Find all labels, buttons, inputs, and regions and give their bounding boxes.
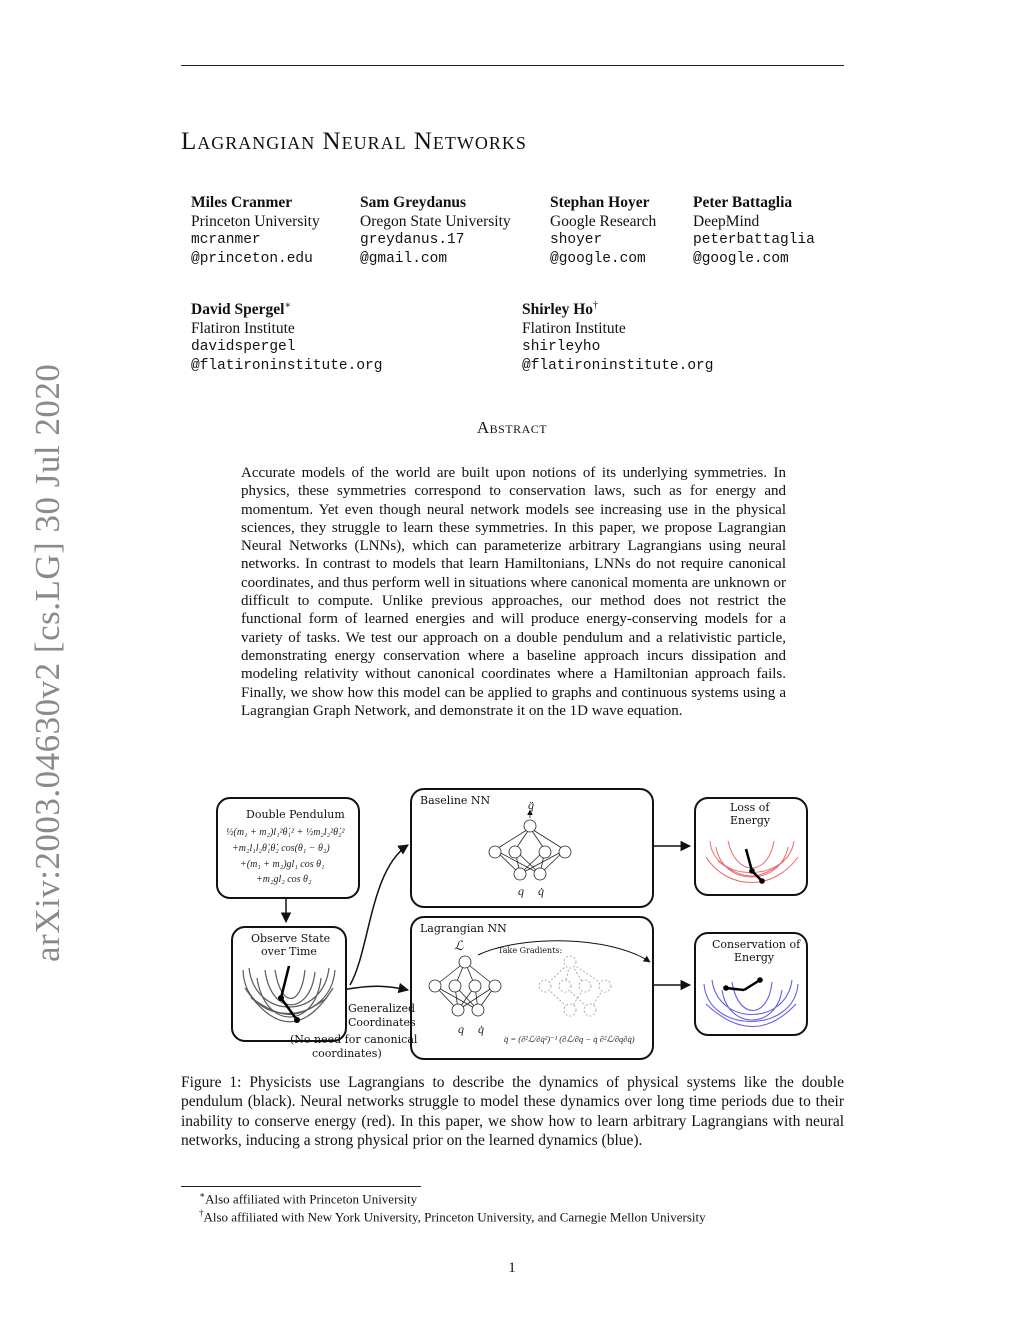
equation-line: ½(m₁ + m₂)l₁²θ̇₁² + ½m₂l₂²θ̇₂² xyxy=(226,827,345,838)
arxiv-sidebar-stamp[interactable]: arXiv:2003.04630v2 [cs.LG] 30 Jul 2020 xyxy=(28,363,67,962)
author-affiliation: Flatiron Institute xyxy=(191,319,295,337)
coordinates-label: Coordinates xyxy=(348,1016,416,1029)
author-affiliation: DeepMind xyxy=(693,212,760,230)
qddot-label: q̈ xyxy=(528,798,534,812)
no-need-label: (No need for canonical xyxy=(290,1033,418,1046)
page-number: 1 xyxy=(508,1260,516,1276)
footnote-text: Also affiliated with New York University, Princeton University, and Carnegie Mellon University xyxy=(203,1209,706,1225)
author-name: Shirley Ho xyxy=(522,301,594,319)
author-email-domain[interactable]: @google.com xyxy=(550,250,646,267)
conservation-label: Energy xyxy=(734,951,775,964)
footnote-mark: † xyxy=(199,1208,204,1218)
abstract-heading: Abstract xyxy=(476,418,548,437)
paper-title: Lagrangian Neural Networks xyxy=(181,128,527,155)
author-email[interactable]: shirleyho xyxy=(522,339,601,356)
take-gradients-label: Take Gradients: xyxy=(498,946,563,955)
author-email[interactable]: davidspergel xyxy=(191,339,296,356)
footnote-mark: ∗ xyxy=(199,1190,206,1200)
author-email-domain[interactable]: @gmail.com xyxy=(360,250,448,267)
update-equation: q̈ = (∂²ℒ/∂q̇²)⁻¹ (∂ℒ/∂q − q̇ ∂²ℒ/∂q∂q̇) xyxy=(504,1034,635,1044)
author-email[interactable]: shoyer xyxy=(550,232,603,248)
double-pendulum-title: Double Pendulum xyxy=(246,808,345,821)
footnote-rule xyxy=(181,1186,421,1187)
q-label: q xyxy=(518,884,524,898)
pendulum-trajectory-blue xyxy=(698,968,804,1034)
q-label: q xyxy=(458,1022,464,1036)
author-email[interactable]: greydanus.17 xyxy=(360,232,465,248)
author-email-domain[interactable]: @google.com xyxy=(693,250,789,267)
footnote-2 xyxy=(199,1208,706,1225)
footnote-1 xyxy=(199,1190,417,1207)
author-email-domain[interactable]: @flatironinstitute.org xyxy=(191,357,383,374)
figure-caption: Figure 1: Physicists use Lagrangians to describe the dynamics of physical systems like the double pendulum (black). Neural networks struggle to model these dynamics over long time periods due to their inability to conserve energy (red). In this paper, we show how to learn arbitrary Lagrangians with neural networks, inducing a strong physical prior on the learned dynamics (blue). xyxy=(181,1074,844,1149)
author-name: Stephan Hoyer xyxy=(550,194,650,211)
no-need-label: coordinates) xyxy=(312,1047,382,1060)
author-affiliation: Princeton University xyxy=(191,212,320,230)
author-email[interactable]: peterbattaglia xyxy=(693,232,815,248)
footnote-text: Also affiliated with Princeton University xyxy=(205,1191,418,1207)
equation-line: +(m₁ + m₂)gl₁ cos θ₁ xyxy=(240,859,325,870)
qdot-label: q̇ xyxy=(478,1022,484,1036)
conservation-label: Conservation of xyxy=(712,938,801,951)
author-name: Peter Battaglia xyxy=(693,194,793,211)
author-email-domain[interactable]: @flatironinstitute.org xyxy=(522,357,714,374)
abstract-text: Accurate models of the world are built upon notions of its underlying symmetries. In physics, these symmetries correspond to conservation laws, such as for energy and momentum. Yet even though neural network models see increasing use in the physical sciences, they struggle to learn these symmetries. In this paper, we propose Lagrangian Neural Networks (LNNs), which can parameterize arbitrary Lagrangians using neural networks. In contrast to models that learn Hamiltonians, LNNs do not require canonical coordinates, and thus perform well in situations where canonical momenta are unknown or difficult to compute. Unlike previous approaches, our method does not restrict the functional form of learned energies and will produce energy-conserving models for a variety of tasks. We test our approach on a double pendulum and a relativistic particle, demonstrating energy conservation where a baseline approach incurs dissipation and modeling relativity without canonical coordinates where a Hamiltonian approach fails. Finally, we show how this model can be applied to graphs and continuous systems using a Lagrangian Graph Network, and demonstrate it on the 1D wave equation. xyxy=(241,465,786,719)
observe-label: Observe State xyxy=(251,932,331,945)
observe-label: over Time xyxy=(261,945,317,958)
author-email-domain[interactable]: @princeton.edu xyxy=(191,250,313,267)
observe-state-box xyxy=(231,926,347,1042)
arrow-to-lagrangian xyxy=(342,986,408,990)
lagrangian-label: Lagrangian NN xyxy=(420,922,507,935)
double-pendulum-box xyxy=(216,797,360,899)
author-name: David Spergel xyxy=(191,301,285,319)
baseline-label: Baseline NN xyxy=(420,794,491,807)
equation-line: +m₂l₁l₂θ̇₁θ̇₂ cos(θ₁ − θ₂) xyxy=(232,843,330,854)
lagrangian-nn-box xyxy=(410,916,654,1060)
author-email[interactable]: mcranmer xyxy=(191,232,261,248)
loss-of-energy-box xyxy=(694,797,808,896)
conservation-of-energy-box xyxy=(694,932,808,1036)
author-name: Sam Greydanus xyxy=(360,194,467,211)
baseline-nn-box xyxy=(410,788,654,908)
generalized-label: Generalized xyxy=(348,1002,416,1015)
footnote-mark[interactable]: † xyxy=(593,300,599,311)
pendulum-trajectory-red xyxy=(698,831,804,891)
author-affiliation: Flatiron Institute xyxy=(522,319,626,337)
loss-label: Loss of xyxy=(730,801,770,814)
pendulum-trajectory-black xyxy=(235,958,343,1038)
qdot-label: q̇ xyxy=(538,884,544,898)
footnote-mark[interactable]: ∗ xyxy=(284,300,292,311)
author-affiliation: Oregon State University xyxy=(360,212,511,230)
author-name: Miles Cranmer xyxy=(191,194,293,211)
L-label: ℒ xyxy=(454,938,464,953)
author-affiliation: Google Research xyxy=(550,212,657,230)
equation-line: +m₂gl₂ cos θ₂ xyxy=(256,874,312,885)
loss-label: Energy xyxy=(730,814,771,827)
